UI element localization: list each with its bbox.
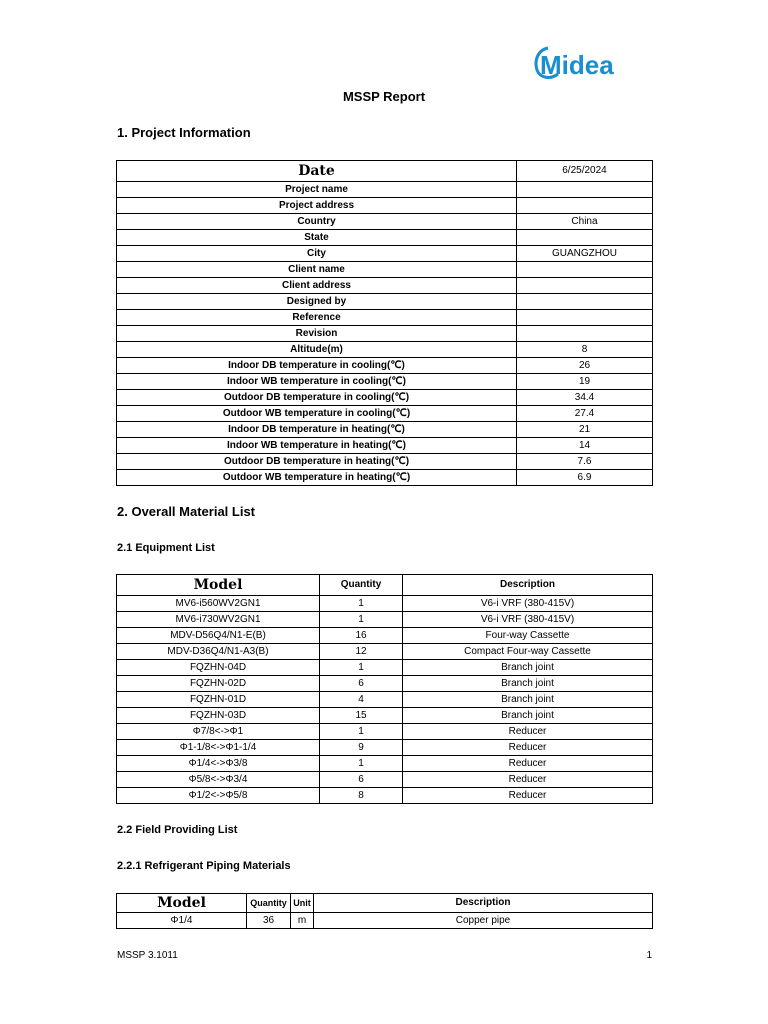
- field-value: 27.4: [517, 406, 653, 422]
- table-row: [117, 161, 653, 182]
- subheading-refrigerant-piping: 2.2.1 Refrigerant Piping Materials: [117, 860, 291, 872]
- table-row: [117, 262, 653, 278]
- model-cell: FQZHN-03D: [117, 708, 320, 724]
- description-cell: Reducer: [403, 724, 653, 740]
- field-value: [517, 198, 653, 214]
- field-value: [517, 230, 653, 246]
- field-label: Country: [117, 214, 517, 230]
- table-row: [117, 326, 653, 342]
- field-label: Indoor WB temperature in heating(℃): [117, 438, 517, 454]
- description-cell: Branch joint: [403, 660, 653, 676]
- quantity-cell: 8: [320, 788, 403, 804]
- column-header-unit: Unit: [291, 894, 314, 913]
- table-row: [117, 454, 653, 470]
- midea-logo: [534, 40, 634, 82]
- field-label: Project name: [117, 182, 517, 198]
- section-heading-material-list: 2. Overall Material List: [117, 504, 256, 519]
- field-label: Outdoor WB temperature in heating(℃): [117, 470, 517, 486]
- table-row: [117, 913, 653, 929]
- column-header-description: Description: [403, 575, 653, 596]
- table-row: [117, 214, 653, 230]
- field-value: GUANGZHOU: [517, 246, 653, 262]
- table-row: [117, 390, 653, 406]
- column-header-quantity: Quantity: [320, 575, 403, 596]
- table-row: [117, 294, 653, 310]
- model-cell: Φ1/4<->Φ3/8: [117, 756, 320, 772]
- field-value: [517, 310, 653, 326]
- field-value: [517, 262, 653, 278]
- field-value: 34.4: [517, 390, 653, 406]
- description-cell: Branch joint: [403, 676, 653, 692]
- table-row: [117, 230, 653, 246]
- field-label: Indoor DB temperature in heating(℃): [117, 422, 517, 438]
- model-cell: Φ7/8<->Φ1: [117, 724, 320, 740]
- field-label: Client address: [117, 278, 517, 294]
- quantity-cell: 1: [320, 596, 403, 612]
- table-row: [117, 660, 653, 676]
- model-cell: Φ1/4: [117, 913, 247, 929]
- model-cell: FQZHN-02D: [117, 676, 320, 692]
- column-header-model: Model: [117, 894, 247, 913]
- table-row: [117, 470, 653, 486]
- table-row: [117, 772, 653, 788]
- model-cell: MV6-i560WV2GN1: [117, 596, 320, 612]
- table-row: [117, 708, 653, 724]
- field-value: 19: [517, 374, 653, 390]
- table-row: [117, 644, 653, 660]
- field-value: [517, 326, 653, 342]
- quantity-cell: 15: [320, 708, 403, 724]
- model-cell: Φ5/8<->Φ3/4: [117, 772, 320, 788]
- table-row: [117, 438, 653, 454]
- field-label: Revision: [117, 326, 517, 342]
- description-cell: Four-way Cassette: [403, 628, 653, 644]
- table-header-row: [117, 894, 653, 913]
- quantity-cell: 1: [320, 724, 403, 740]
- field-label: Outdoor WB temperature in cooling(℃): [117, 406, 517, 422]
- quantity-cell: 6: [320, 772, 403, 788]
- table-row: [117, 756, 653, 772]
- model-cell: FQZHN-04D: [117, 660, 320, 676]
- quantity-cell: 36: [247, 913, 291, 929]
- quantity-cell: 12: [320, 644, 403, 660]
- table-row: [117, 628, 653, 644]
- quantity-cell: 16: [320, 628, 403, 644]
- field-label: Outdoor DB temperature in cooling(℃): [117, 390, 517, 406]
- field-label: Designed by: [117, 294, 517, 310]
- table-row: [117, 596, 653, 612]
- model-cell: Φ1-1/8<->Φ1-1/4: [117, 740, 320, 756]
- description-cell: V6-i VRF (380-415V): [403, 596, 653, 612]
- table-row: [117, 182, 653, 198]
- field-value: 26: [517, 358, 653, 374]
- table-header-row: [117, 575, 653, 596]
- equipment-table: [116, 574, 653, 804]
- description-cell: Branch joint: [403, 708, 653, 724]
- description-cell: Reducer: [403, 772, 653, 788]
- model-cell: MDV-D36Q4/N1-A3(B): [117, 644, 320, 660]
- field-label: State: [117, 230, 517, 246]
- field-label: Altitude(m): [117, 342, 517, 358]
- quantity-cell: 4: [320, 692, 403, 708]
- quantity-cell: 9: [320, 740, 403, 756]
- quantity-cell: 1: [320, 756, 403, 772]
- section-heading-project-information: 1. Project Information: [117, 125, 251, 140]
- description-cell: Branch joint: [403, 692, 653, 708]
- project-information-table: [116, 160, 653, 486]
- table-row: [117, 612, 653, 628]
- table-row: [117, 358, 653, 374]
- field-value: [517, 182, 653, 198]
- field-label: City: [117, 246, 517, 262]
- field-value: 7.6: [517, 454, 653, 470]
- field-label: Client name: [117, 262, 517, 278]
- piping-materials-table: [116, 893, 653, 929]
- field-label: Outdoor DB temperature in heating(℃): [117, 454, 517, 470]
- model-cell: MDV-D56Q4/N1-E(B): [117, 628, 320, 644]
- date-label: Date: [117, 161, 517, 182]
- unit-cell: m: [291, 913, 314, 929]
- table-row: [117, 788, 653, 804]
- field-label: Reference: [117, 310, 517, 326]
- logo-text: Midea: [540, 50, 614, 80]
- report-title: MSSP Report: [342, 89, 426, 104]
- field-value: [517, 278, 653, 294]
- field-value: 8: [517, 342, 653, 358]
- model-cell: Φ1/2<->Φ5/8: [117, 788, 320, 804]
- table-row: [117, 422, 653, 438]
- table-row: [117, 374, 653, 390]
- field-value: [517, 294, 653, 310]
- description-cell: Reducer: [403, 788, 653, 804]
- column-header-description: Description: [314, 894, 653, 913]
- table-row: [117, 246, 653, 262]
- quantity-cell: 1: [320, 660, 403, 676]
- field-value: 6.9: [517, 470, 653, 486]
- field-label: Indoor WB temperature in cooling(℃): [117, 374, 517, 390]
- column-header-model: Model: [117, 575, 320, 596]
- field-label: Indoor DB temperature in cooling(℃): [117, 358, 517, 374]
- field-value: 14: [517, 438, 653, 454]
- table-row: [117, 740, 653, 756]
- description-cell: Reducer: [403, 756, 653, 772]
- table-row: [117, 198, 653, 214]
- description-cell: Reducer: [403, 740, 653, 756]
- table-row: [117, 692, 653, 708]
- table-row: [117, 278, 653, 294]
- field-value: 21: [517, 422, 653, 438]
- field-label: Project address: [117, 198, 517, 214]
- model-cell: FQZHN-01D: [117, 692, 320, 708]
- date-value: 6/25/2024: [517, 161, 653, 182]
- table-row: [117, 406, 653, 422]
- model-cell: MV6-i730WV2GN1: [117, 612, 320, 628]
- field-value: China: [517, 214, 653, 230]
- footer-page-number: 1: [646, 950, 652, 961]
- subheading-field-providing-list: 2.2 Field Providing List: [117, 824, 238, 836]
- footer-doc-id: MSSP 3.1011: [117, 950, 178, 961]
- description-cell: Compact Four-way Cassette: [403, 644, 653, 660]
- quantity-cell: 1: [320, 612, 403, 628]
- table-row: [117, 342, 653, 358]
- table-row: [117, 724, 653, 740]
- table-row: [117, 310, 653, 326]
- description-cell: Copper pipe: [314, 913, 653, 929]
- table-row: [117, 676, 653, 692]
- description-cell: V6-i VRF (380-415V): [403, 612, 653, 628]
- subheading-equipment-list: 2.1 Equipment List: [117, 542, 215, 554]
- quantity-cell: 6: [320, 676, 403, 692]
- column-header-quantity: Quantity: [247, 894, 291, 913]
